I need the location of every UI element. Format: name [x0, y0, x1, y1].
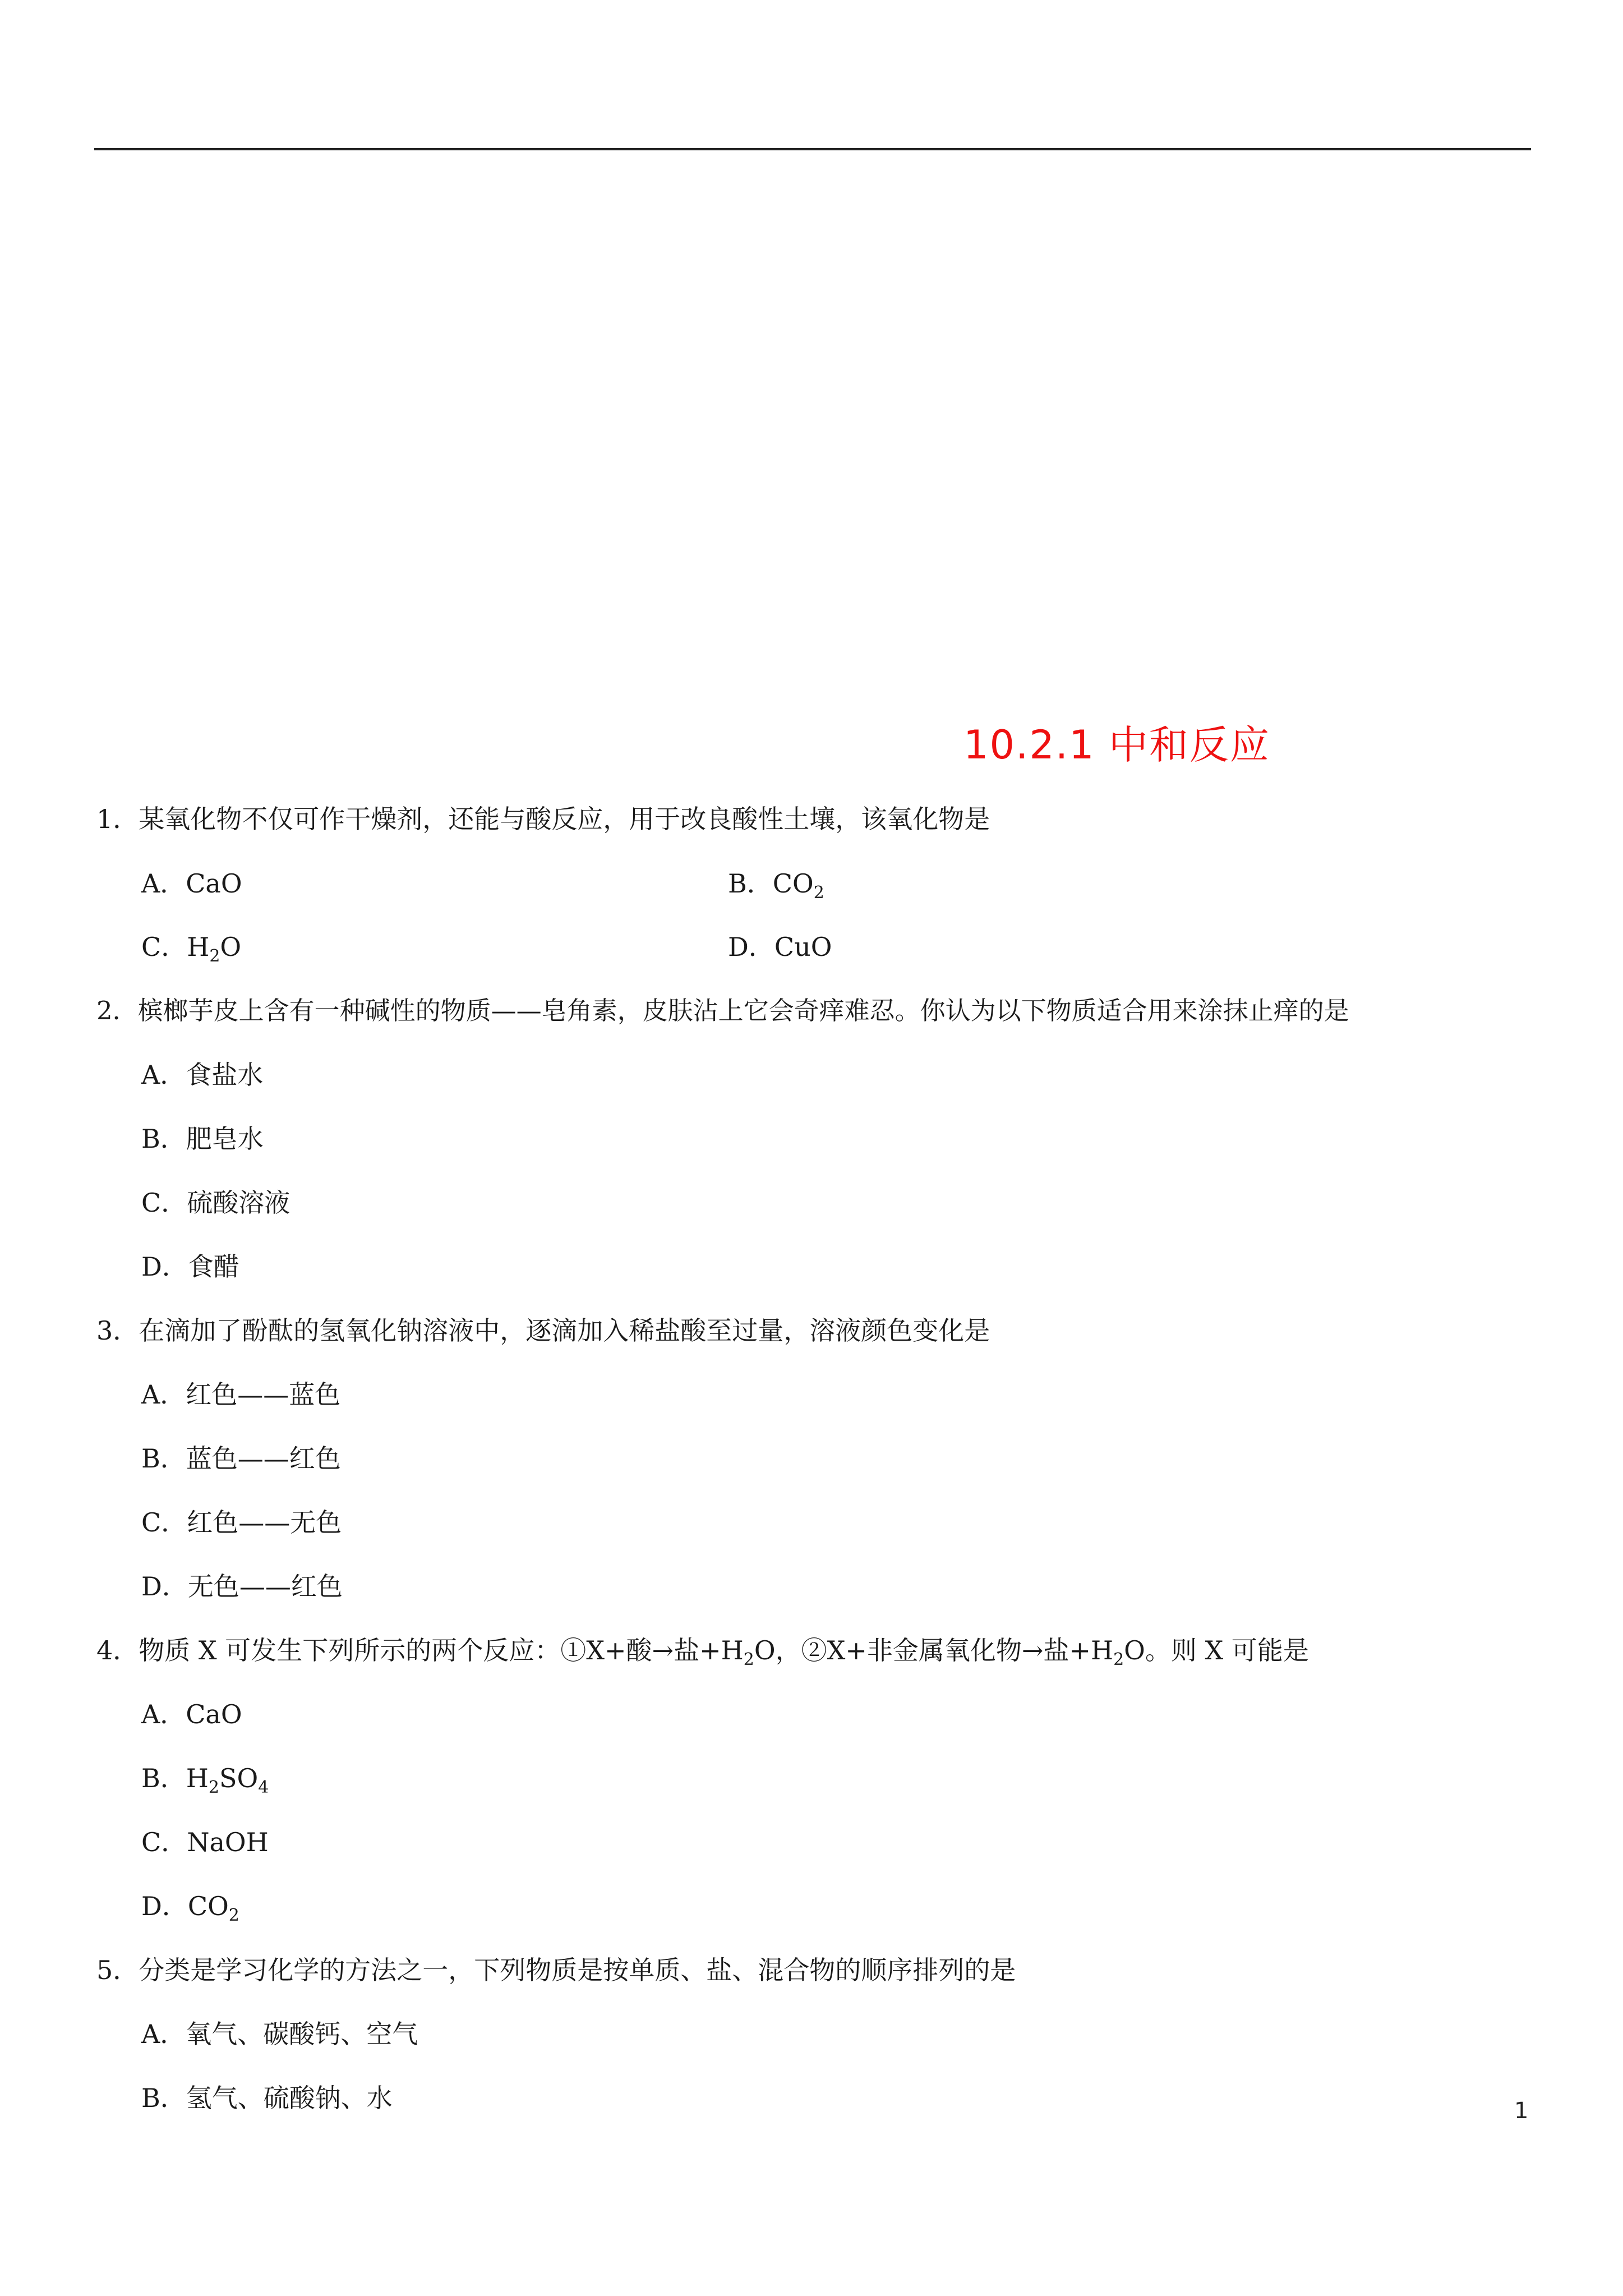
- question-3-option-b: B．蓝色——红色: [141, 1443, 341, 1474]
- question-4-option-c: C．NaOH: [141, 1827, 269, 1857]
- page-number: 1: [1514, 2098, 1529, 2124]
- page-title: 10.2.1 中和反应: [963, 722, 1270, 768]
- question-3-option-c: C．红色——无色: [141, 1507, 342, 1538]
- question-4-option-b: B．$H_2SO_4$: [141, 1763, 269, 1797]
- question-3-option-d: D．无色——红色: [141, 1571, 343, 1602]
- question-2-stem: 2．槟榔芋皮上含有一种碱性的物质——皂角素，皮肤沾上它会奇痒难忍。你认为以下物质适合用来涂抹止痒的是: [96, 996, 1349, 1025]
- question-2-option-b: B．肥皂水: [141, 1124, 264, 1154]
- question-1-option-c: C．$H_2O$: [141, 932, 242, 966]
- question-5-option-a: A．氧气、碳酸钙、空气: [141, 2019, 418, 2049]
- question-5-stem: 5．分类是学习化学的方法之一，下列物质是按单质、盐、混合物的顺序排列的是: [96, 1955, 1016, 1985]
- question-1-option-d: D．CuO: [728, 932, 832, 962]
- question-4-option-d: D．$CO_2$: [141, 1891, 239, 1925]
- question-1-option-b: B．$CO_2$: [728, 868, 824, 903]
- question-4-stem: 4．物质 X 可发生下列所示的两个反应：①X+酸→盐$+H_2O$，②X+非金属氧化物→盐$+H_2O$。则 X 可能是: [96, 1635, 1309, 1669]
- question-2-option-a: A．食盐水: [141, 1060, 264, 1090]
- question-1-stem: 1．某氧化物不仅可作干燥剂，还能与酸反应，用于改良酸性土壤，该氧化物是: [96, 804, 990, 834]
- question-2-option-d: D．食醋: [141, 1251, 239, 1282]
- question-4-option-a: A．CaO: [141, 1699, 242, 1729]
- question-3-stem: 3．在滴加了酚酞的氢氧化钠溶液中，逐滴加入稀盐酸至过量，溶液颜色变化是: [96, 1315, 990, 1346]
- question-2-option-c: C．硫酸溶液: [141, 1188, 291, 1218]
- question-3-option-a: A．红色——蓝色: [141, 1379, 341, 1410]
- question-1-option-a: A．CaO: [141, 868, 242, 899]
- question-5-option-b: B．氢气、硫酸钠、水: [141, 2083, 393, 2113]
- header-rule: [94, 148, 1531, 150]
